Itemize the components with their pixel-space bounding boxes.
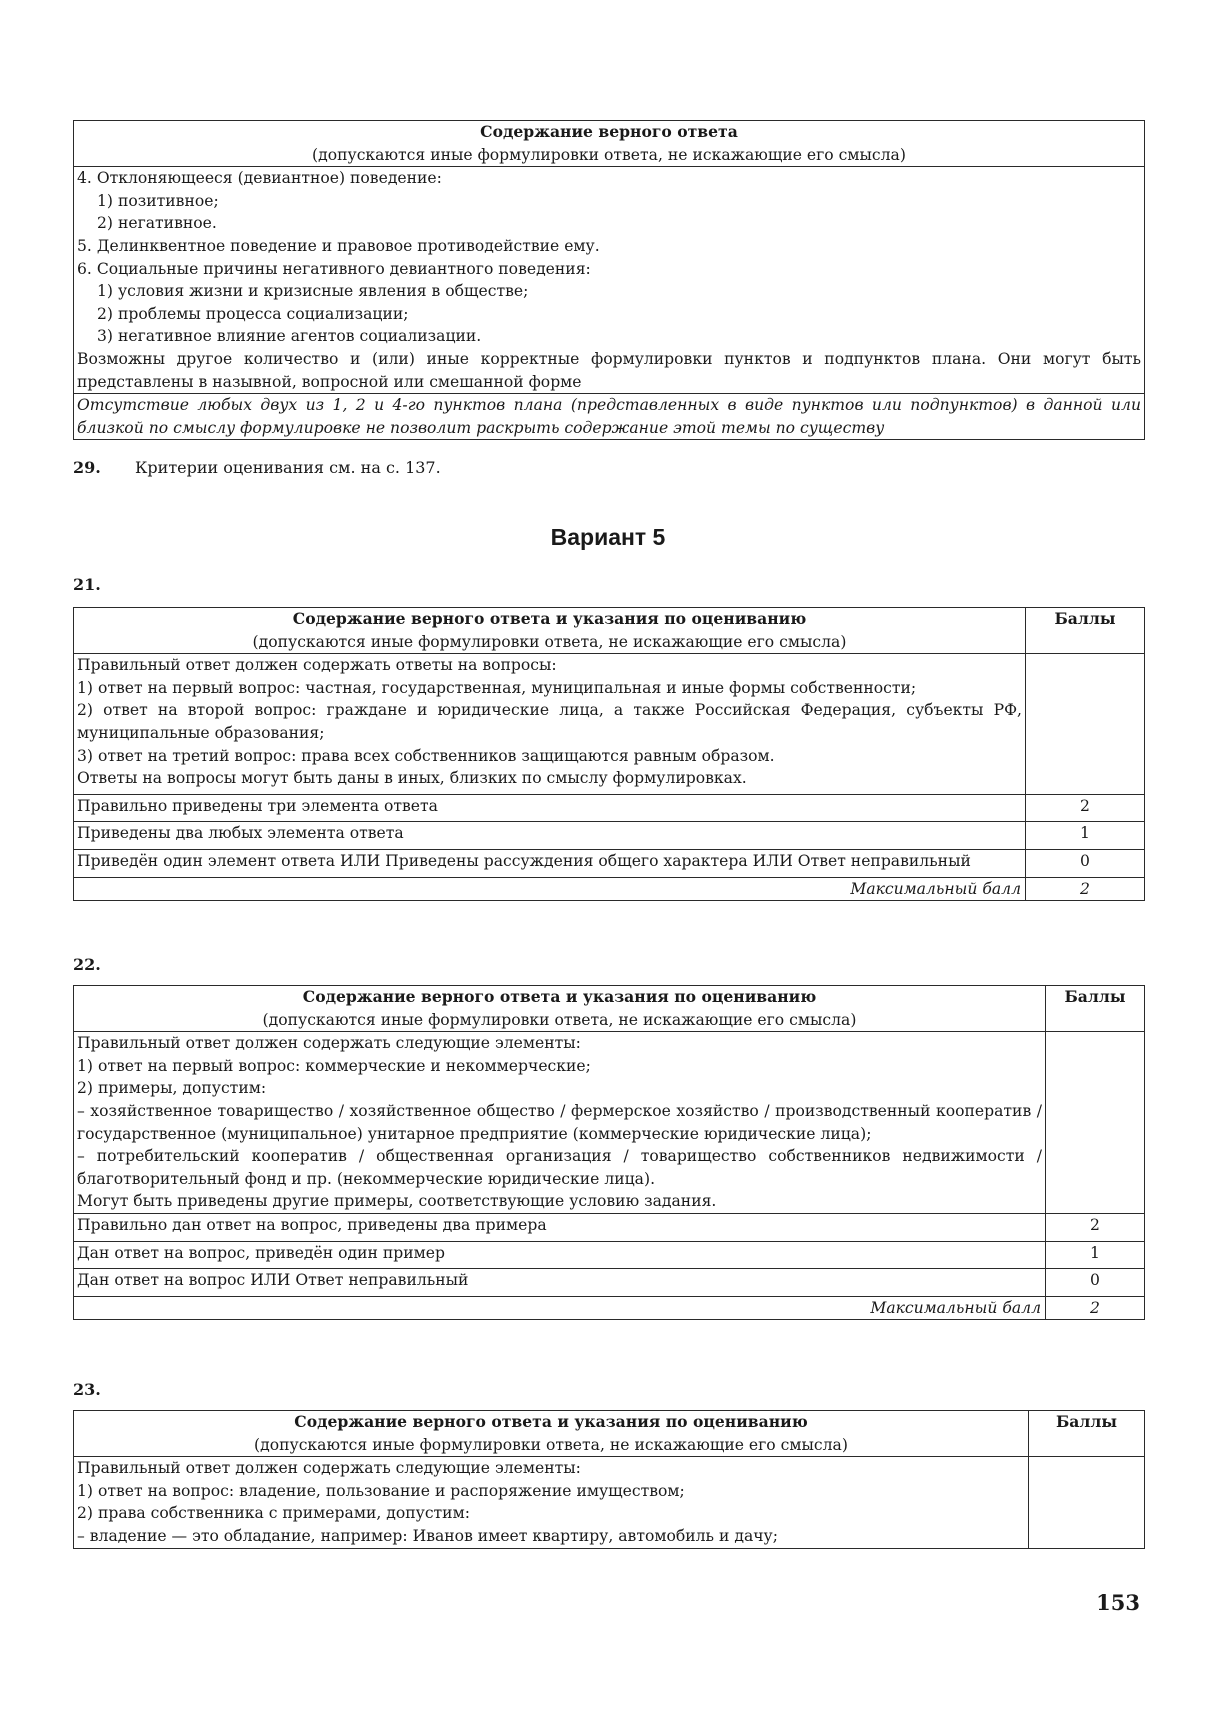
q21-content	[74, 654, 1026, 795]
content-line: – хозяйственное товарищество / хозяйственное общество / фермерское хозяйство / производственный кооператив / государственное (муниципальное) унитарное предприятие (коммерческие юридические лица);	[77, 1101, 1042, 1143]
content-line: 1) ответ на первый вопрос: коммерческие и некоммерческие;	[77, 1056, 591, 1075]
plan-line: 2) проблемы процесса социализации;	[97, 304, 409, 323]
content-line: Ответы на вопросы могут быть даны в иных, близких по смыслу формулировках.	[77, 769, 747, 788]
criterion-score: 0	[1026, 849, 1145, 877]
content-line: 3) ответ на третий вопрос: права всех собственников защищаются равным образом.	[77, 746, 775, 765]
item-text: Критерии оценивания см. на с. 137.	[135, 458, 441, 477]
content-line: 1) ответ на первый вопрос: частная, государственная, муниципальная и иные формы собственности;	[77, 678, 917, 697]
criterion-text: Правильно дан ответ на вопрос, приведены два примера	[74, 1213, 1046, 1241]
plan-line: 2) негативное.	[97, 214, 217, 233]
score-header: Баллы	[1029, 1411, 1145, 1457]
criterion-text: Приведён один элемент ответа ИЛИ Приведены рассуждения общего характера ИЛИ Ответ неправильный	[74, 849, 1026, 877]
content-line: Могут быть приведены другие примеры, соответствующие условию задания.	[77, 1192, 717, 1211]
item-29	[73, 458, 441, 477]
variant-title: Вариант 5	[550, 524, 666, 550]
prev-answer-table	[73, 120, 1145, 440]
content-line: – владение — это обладание, например: Иванов имеет квартиру, автомобиль и дачу;	[77, 1526, 778, 1545]
max-score-value: 2	[1026, 877, 1145, 901]
content-line: 2) права собственника с примерами, допустим:	[77, 1504, 470, 1523]
prev-table-content	[74, 167, 1145, 394]
max-score-label: Максимальный балл	[74, 1296, 1046, 1320]
page-number: 153	[1096, 1590, 1140, 1615]
plan-line: 1) условия жизни и кризисные явления в обществе;	[97, 282, 529, 301]
criterion-score: 1	[1046, 1241, 1145, 1269]
criterion-text: Дан ответ на вопрос ИЛИ Ответ неправильный	[74, 1269, 1046, 1297]
question-number-21: 21.	[73, 575, 101, 594]
q23-content	[74, 1457, 1029, 1548]
empty-score-cell	[1026, 654, 1145, 795]
header-title: Содержание верного ответа	[480, 122, 738, 141]
score-header: Баллы	[1026, 608, 1145, 654]
header-title: Содержание верного ответа и указания по оцениванию	[294, 1412, 808, 1431]
prev-table-italic-note: Отсутствие любых двух из 1, 2 и 4-го пунктов плана (представленных в виде пунктов или подпунктов) в данной или близкой по смыслу формулировке не позволит раскрыть содержание этой темы по существу	[74, 394, 1145, 440]
question-number-23: 23.	[73, 1380, 101, 1399]
content-line: Правильный ответ должен содержать следующие элементы:	[77, 1034, 581, 1053]
empty-score-cell	[1029, 1457, 1145, 1548]
q22-header	[74, 986, 1046, 1032]
header-title: Содержание верного ответа и указания по оцениванию	[292, 609, 807, 628]
content-line: 2) примеры, допустим:	[77, 1079, 267, 1098]
empty-score-cell	[1046, 1032, 1145, 1214]
score-header: Баллы	[1046, 986, 1145, 1032]
q22-table	[73, 985, 1145, 1320]
header-title: Содержание верного ответа и указания по оцениванию	[302, 987, 817, 1006]
plan-line: 1) позитивное;	[97, 191, 219, 210]
plan-line: 3) негативное влияние агентов социализации.	[97, 327, 482, 346]
q22-content	[74, 1032, 1046, 1214]
plan-line: 4. Отклоняющееся (девиантное) поведение:	[77, 169, 442, 188]
q21-header	[74, 608, 1026, 654]
criterion-score: 2	[1046, 1213, 1145, 1241]
plan-note: Возможны другое количество и (или) иные корректные формулировки пунктов и подпунктов плана. Они могут быть представлены в назывной, вопросной или смешанной форме	[77, 349, 1141, 391]
q23-table	[73, 1410, 1145, 1549]
question-number-22: 22.	[73, 955, 101, 974]
criterion-score: 1	[1026, 822, 1145, 850]
header-subtitle: (допускаются иные формулировки ответа, не искажающие его смысла)	[312, 145, 906, 164]
header-subtitle: (допускаются иные формулировки ответа, не искажающие его смысла)	[262, 1010, 857, 1029]
header-subtitle: (допускаются иные формулировки ответа, не искажающие его смысла)	[254, 1435, 848, 1454]
max-score-value: 2	[1046, 1296, 1145, 1320]
content-line: Правильный ответ должен содержать следующие элементы:	[77, 1459, 581, 1478]
criterion-text: Правильно приведены три элемента ответа	[74, 794, 1026, 822]
q21-table	[73, 607, 1145, 901]
content-line: 2) ответ на второй вопрос: граждане и юридические лица, а также Российская Федерация, субъекты РФ, муниципальные образования;	[77, 701, 1022, 742]
prev-table-header	[74, 121, 1145, 167]
item-number: 29.	[73, 458, 101, 477]
content-line: – потребительский кооператив / общественная организация / товарищество собственников недвижимости / благотворительный фонд и пр. (некоммерческие юридические лица).	[77, 1147, 1042, 1188]
header-subtitle: (допускаются иные формулировки ответа, не искажающие его смысла)	[252, 632, 847, 651]
criterion-text: Приведены два любых элемента ответа	[74, 822, 1026, 850]
q23-header	[74, 1411, 1029, 1457]
criterion-score: 0	[1046, 1269, 1145, 1297]
content-line: 1) ответ на вопрос: владение, пользование и распоряжение имуществом;	[77, 1481, 685, 1500]
criterion-text: Дан ответ на вопрос, приведён один пример	[74, 1241, 1046, 1269]
content-line: Правильный ответ должен содержать ответы на вопросы:	[77, 656, 557, 675]
plan-line: 5. Делинквентное поведение и правовое противодействие ему.	[77, 236, 600, 255]
plan-line: 6. Социальные причины негативного девиантного поведения:	[77, 259, 591, 278]
max-score-label: Максимальный балл	[74, 877, 1026, 901]
criterion-score: 2	[1026, 794, 1145, 822]
